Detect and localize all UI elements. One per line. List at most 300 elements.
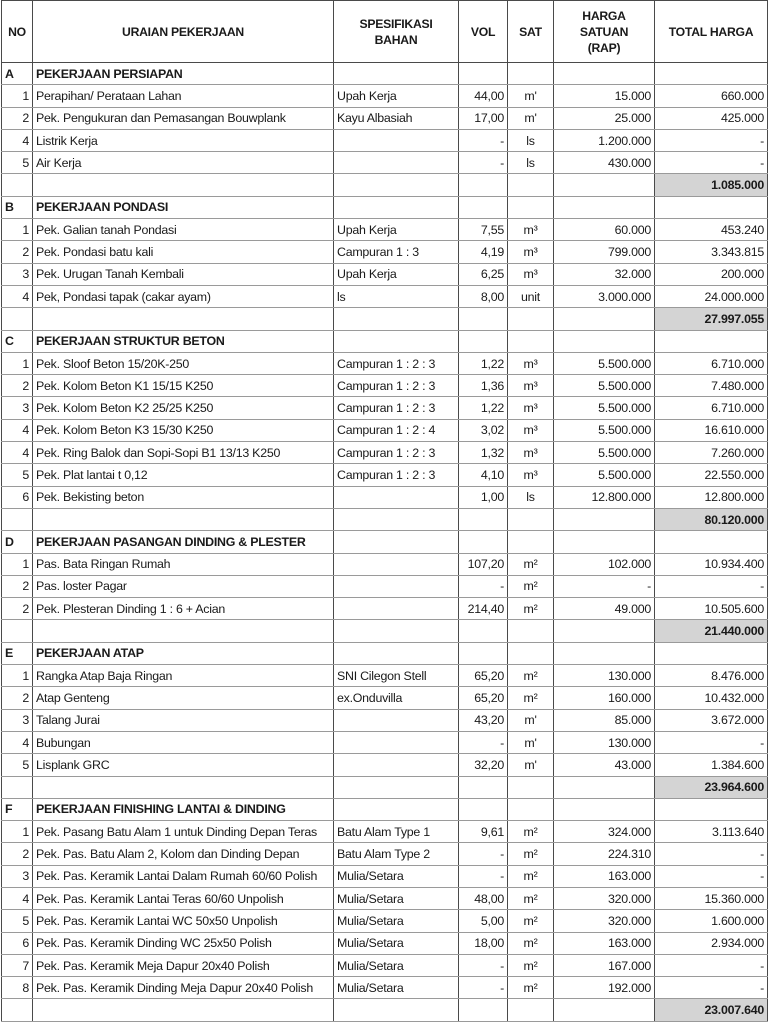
item-description: Pas. Bata Ringan Rumah	[33, 553, 334, 575]
item-volume: -	[459, 731, 508, 753]
item-total: 3.113.640	[655, 821, 768, 843]
item-description: Rangka Atap Baja Ringan	[33, 665, 334, 687]
empty-cell	[508, 999, 554, 1021]
item-unit: m³	[508, 397, 554, 419]
empty-cell	[2, 308, 33, 330]
item-total: 10.934.400	[655, 553, 768, 575]
header-unit-price-line2: (RAP)	[587, 40, 621, 55]
table-row	[2, 754, 768, 776]
header-volume: VOL	[459, 1, 508, 63]
item-description: Pek. Galian tanah Pondasi	[33, 219, 334, 241]
empty-cell	[554, 196, 655, 218]
empty-cell	[554, 620, 655, 642]
item-volume: -	[459, 865, 508, 887]
table-row	[2, 152, 768, 174]
table-row	[2, 464, 768, 486]
item-volume: 44,00	[459, 85, 508, 107]
item-unit: m²	[508, 954, 554, 976]
item-no: 6	[2, 932, 33, 954]
item-unit-price: 163.000	[554, 932, 655, 954]
item-total: 10.505.600	[655, 598, 768, 620]
item-specification: ex.Onduvilla	[334, 687, 459, 709]
table-row	[2, 843, 768, 865]
header-unit-price-line1: HARGA SATUAN	[579, 8, 629, 39]
item-unit: m³	[508, 419, 554, 441]
item-total: -	[655, 731, 768, 753]
empty-cell	[459, 63, 508, 85]
section-header-row	[2, 330, 768, 352]
table-row	[2, 709, 768, 731]
item-no: 1	[2, 821, 33, 843]
table-row	[2, 85, 768, 107]
item-volume: 1,22	[459, 397, 508, 419]
table-row	[2, 397, 768, 419]
item-specification: Mulia/Setara	[334, 932, 459, 954]
section-header-row	[2, 63, 768, 85]
item-unit: m²	[508, 575, 554, 597]
empty-cell	[508, 531, 554, 553]
item-description: Perapihan/ Perataan Lahan	[33, 85, 334, 107]
item-specification	[334, 553, 459, 575]
item-unit: ls	[508, 129, 554, 151]
empty-cell	[33, 174, 334, 196]
table-row	[2, 486, 768, 508]
item-description: Atap Genteng	[33, 687, 334, 709]
section-header-row	[2, 642, 768, 664]
item-unit: m'	[508, 709, 554, 731]
item-volume: 8,00	[459, 285, 508, 307]
item-description: Pek. Pas. Keramik Dinding WC 25x50 Polish	[33, 932, 334, 954]
empty-cell	[508, 63, 554, 85]
empty-cell	[655, 798, 768, 820]
table-row	[2, 575, 768, 597]
item-unit: ls	[508, 152, 554, 174]
item-unit-price: 799.000	[554, 241, 655, 263]
item-no: 1	[2, 85, 33, 107]
empty-cell	[655, 63, 768, 85]
item-specification: Upah Kerja	[334, 263, 459, 285]
item-no: 5	[2, 152, 33, 174]
item-specification	[334, 598, 459, 620]
item-unit-price: 85.000	[554, 709, 655, 731]
item-volume: 43,20	[459, 709, 508, 731]
section-subtotal: 21.440.000	[655, 620, 768, 642]
section-title: PEKERJAAN PONDASI	[33, 196, 334, 218]
table-row	[2, 352, 768, 374]
item-no: 3	[2, 865, 33, 887]
empty-cell	[554, 642, 655, 664]
empty-cell	[655, 330, 768, 352]
item-no: 4	[2, 442, 33, 464]
item-volume: 4,10	[459, 464, 508, 486]
item-unit: m'	[508, 731, 554, 753]
item-specification	[334, 731, 459, 753]
item-unit-price: 5.500.000	[554, 352, 655, 374]
item-volume: 48,00	[459, 887, 508, 909]
item-description: Pek. Pas. Keramik Lantai Teras 60/60 Unpolish	[33, 887, 334, 909]
header-description: URAIAN PEKERJAAN	[33, 1, 334, 63]
item-total: 425.000	[655, 107, 768, 129]
empty-cell	[554, 330, 655, 352]
section-subtotal: 23.007.640	[655, 999, 768, 1021]
item-no: 3	[2, 263, 33, 285]
subtotal-row	[2, 776, 768, 798]
empty-cell	[508, 308, 554, 330]
empty-cell	[334, 776, 459, 798]
item-volume: 9,61	[459, 821, 508, 843]
empty-cell	[655, 531, 768, 553]
empty-cell	[334, 196, 459, 218]
item-volume: 1,36	[459, 375, 508, 397]
empty-cell	[554, 308, 655, 330]
item-description: Pek. Pas. Keramik Meja Dapur 20x40 Polish	[33, 954, 334, 976]
item-description: Pek. Urugan Tanah Kembali	[33, 263, 334, 285]
item-unit-price: 130.000	[554, 731, 655, 753]
item-volume: 7,55	[459, 219, 508, 241]
item-total: -	[655, 575, 768, 597]
empty-cell	[2, 508, 33, 530]
empty-cell	[508, 776, 554, 798]
item-specification: ls	[334, 285, 459, 307]
item-total: 3.343.815	[655, 241, 768, 263]
section-header-row	[2, 196, 768, 218]
table-row	[2, 687, 768, 709]
section-header-row	[2, 798, 768, 820]
item-unit: m²	[508, 598, 554, 620]
subtotal-row	[2, 999, 768, 1021]
item-unit: m'	[508, 754, 554, 776]
item-description: Pek. Pasang Batu Alam 1 untuk Dinding Depan Teras	[33, 821, 334, 843]
cost-table	[1, 0, 768, 1022]
item-volume: 65,20	[459, 665, 508, 687]
item-total: -	[655, 843, 768, 865]
empty-cell	[459, 174, 508, 196]
item-total: -	[655, 129, 768, 151]
item-unit: m'	[508, 85, 554, 107]
item-total: 3.672.000	[655, 709, 768, 731]
item-specification: Upah Kerja	[334, 219, 459, 241]
empty-cell	[334, 63, 459, 85]
item-unit: m²	[508, 932, 554, 954]
item-no: 4	[2, 887, 33, 909]
item-volume: 4,19	[459, 241, 508, 263]
empty-cell	[459, 642, 508, 664]
item-unit-price: 5.500.000	[554, 442, 655, 464]
item-specification: Mulia/Setara	[334, 910, 459, 932]
item-total: 200.000	[655, 263, 768, 285]
empty-cell	[33, 508, 334, 530]
item-volume: 107,20	[459, 553, 508, 575]
item-no: 4	[2, 419, 33, 441]
item-description: Pek. Ring Balok dan Sopi-Sopi B1 13/13 K250	[33, 442, 334, 464]
empty-cell	[508, 174, 554, 196]
empty-cell	[459, 196, 508, 218]
item-description: Lisplank GRC	[33, 754, 334, 776]
item-unit: m²	[508, 687, 554, 709]
item-description: Pek. Kolom Beton K2 25/25 K250	[33, 397, 334, 419]
item-unit: ls	[508, 486, 554, 508]
subtotal-row	[2, 508, 768, 530]
item-specification: Campuran 1 : 2 : 3	[334, 464, 459, 486]
item-total: 10.432.000	[655, 687, 768, 709]
item-volume: -	[459, 954, 508, 976]
item-no: 2	[2, 598, 33, 620]
item-volume: 6,25	[459, 263, 508, 285]
section-subtotal: 27.997.055	[655, 308, 768, 330]
item-description: Pek. Plat lantai t 0,12	[33, 464, 334, 486]
section-title: PEKERJAAN PASANGAN DINDING & PLESTER	[33, 531, 334, 553]
empty-cell	[459, 999, 508, 1021]
item-unit: unit	[508, 285, 554, 307]
section-subtotal: 23.964.600	[655, 776, 768, 798]
table-row	[2, 598, 768, 620]
item-no: 3	[2, 709, 33, 731]
item-description: Pek. Pas. Keramik Lantai Dalam Rumah 60/60 Polish	[33, 865, 334, 887]
empty-cell	[2, 999, 33, 1021]
item-unit: m²	[508, 910, 554, 932]
empty-cell	[554, 776, 655, 798]
empty-cell	[459, 620, 508, 642]
item-unit: m²	[508, 665, 554, 687]
item-unit-price: 12.800.000	[554, 486, 655, 508]
empty-cell	[554, 798, 655, 820]
item-specification	[334, 152, 459, 174]
empty-cell	[2, 620, 33, 642]
header-specification: SPESIFIKASI BAHAN	[334, 1, 459, 63]
item-description: Pek. Pas. Keramik Lantai WC 50x50 Unpolish	[33, 910, 334, 932]
empty-cell	[554, 63, 655, 85]
empty-cell	[334, 642, 459, 664]
empty-cell	[554, 174, 655, 196]
section-title: PEKERJAAN PERSIAPAN	[33, 63, 334, 85]
item-volume: -	[459, 152, 508, 174]
item-specification	[334, 486, 459, 508]
item-specification	[334, 129, 459, 151]
item-description: Pek. Pas. Keramik Dinding Meja Dapur 20x40 Polish	[33, 977, 334, 999]
item-unit-price: 160.000	[554, 687, 655, 709]
item-total: 8.476.000	[655, 665, 768, 687]
empty-cell	[554, 508, 655, 530]
item-no: 2	[2, 575, 33, 597]
item-unit-price: 15.000	[554, 85, 655, 107]
item-specification: Campuran 1 : 2 : 3	[334, 397, 459, 419]
empty-cell	[459, 531, 508, 553]
item-description: Pek. Kolom Beton K1 15/15 K250	[33, 375, 334, 397]
item-unit: m³	[508, 219, 554, 241]
item-total: -	[655, 954, 768, 976]
table-row	[2, 932, 768, 954]
empty-cell	[459, 330, 508, 352]
item-no: 5	[2, 464, 33, 486]
section-title: PEKERJAAN FINISHING LANTAI & DINDING	[33, 798, 334, 820]
empty-cell	[459, 508, 508, 530]
item-no: 1	[2, 665, 33, 687]
item-unit-price: 5.500.000	[554, 419, 655, 441]
item-volume: 65,20	[459, 687, 508, 709]
item-specification: Kayu Albasiah	[334, 107, 459, 129]
section-code: A	[2, 63, 33, 85]
item-no: 2	[2, 375, 33, 397]
empty-cell	[459, 776, 508, 798]
table-row	[2, 375, 768, 397]
item-specification: Upah Kerja	[334, 85, 459, 107]
header-unit-price	[554, 1, 655, 63]
item-unit-price: 167.000	[554, 954, 655, 976]
item-description: Pek. Plesteran Dinding 1 : 6 + Acian	[33, 598, 334, 620]
item-specification	[334, 575, 459, 597]
item-unit: m³	[508, 263, 554, 285]
item-specification: Campuran 1 : 2 : 3	[334, 375, 459, 397]
header-row	[2, 1, 768, 63]
item-description: Pek, Pondasi tapak (cakar ayam)	[33, 285, 334, 307]
item-volume: 5,00	[459, 910, 508, 932]
item-no: 4	[2, 731, 33, 753]
table-row	[2, 977, 768, 999]
item-no: 4	[2, 129, 33, 151]
section-code: B	[2, 196, 33, 218]
item-unit-price: 49.000	[554, 598, 655, 620]
item-total: 2.934.000	[655, 932, 768, 954]
empty-cell	[508, 508, 554, 530]
section-code: D	[2, 531, 33, 553]
item-description: Pek. Pas. Batu Alam 2, Kolom dan Dinding Depan	[33, 843, 334, 865]
item-specification: Campuran 1 : 3	[334, 241, 459, 263]
subtotal-row	[2, 174, 768, 196]
item-unit-price: -	[554, 575, 655, 597]
item-no: 2	[2, 107, 33, 129]
item-unit-price: 430.000	[554, 152, 655, 174]
item-total: 7.260.000	[655, 442, 768, 464]
item-description: Pek. Bekisting beton	[33, 486, 334, 508]
item-unit: m²	[508, 553, 554, 575]
item-specification: Mulia/Setara	[334, 954, 459, 976]
item-total: 22.550.000	[655, 464, 768, 486]
item-description: Pas. loster Pagar	[33, 575, 334, 597]
empty-cell	[334, 308, 459, 330]
item-volume: 17,00	[459, 107, 508, 129]
item-unit-price: 192.000	[554, 977, 655, 999]
item-unit: m³	[508, 352, 554, 374]
item-total: 12.800.000	[655, 486, 768, 508]
item-specification: Campuran 1 : 2 : 3	[334, 442, 459, 464]
item-unit: m²	[508, 843, 554, 865]
section-header-row	[2, 531, 768, 553]
header-no: NO	[2, 1, 33, 63]
item-unit: m²	[508, 887, 554, 909]
item-specification: Campuran 1 : 2 : 4	[334, 419, 459, 441]
item-description: Bubungan	[33, 731, 334, 753]
item-no: 2	[2, 843, 33, 865]
table-row	[2, 419, 768, 441]
item-total: -	[655, 152, 768, 174]
empty-cell	[459, 798, 508, 820]
subtotal-row	[2, 620, 768, 642]
item-unit-price: 320.000	[554, 887, 655, 909]
item-unit-price: 25.000	[554, 107, 655, 129]
table-row	[2, 910, 768, 932]
empty-cell	[334, 508, 459, 530]
item-no: 7	[2, 954, 33, 976]
item-description: Talang Jurai	[33, 709, 334, 731]
header-unit: SAT	[508, 1, 554, 63]
item-volume: 3,02	[459, 419, 508, 441]
item-no: 1	[2, 553, 33, 575]
item-volume: -	[459, 575, 508, 597]
header-total: TOTAL HARGA	[655, 1, 768, 63]
item-unit: m'	[508, 107, 554, 129]
section-code: E	[2, 642, 33, 664]
empty-cell	[554, 531, 655, 553]
empty-cell	[334, 174, 459, 196]
item-total: 15.360.000	[655, 887, 768, 909]
empty-cell	[2, 174, 33, 196]
item-unit-price: 320.000	[554, 910, 655, 932]
subtotal-row	[2, 308, 768, 330]
item-specification: Batu Alam Type 1	[334, 821, 459, 843]
item-unit-price: 130.000	[554, 665, 655, 687]
empty-cell	[508, 798, 554, 820]
section-code: C	[2, 330, 33, 352]
item-description: Pek. Pengukuran dan Pemasangan Bouwplank	[33, 107, 334, 129]
item-volume: -	[459, 977, 508, 999]
item-no: 6	[2, 486, 33, 508]
item-unit-price: 324.000	[554, 821, 655, 843]
item-volume: 1,22	[459, 352, 508, 374]
item-unit-price: 60.000	[554, 219, 655, 241]
table-row	[2, 442, 768, 464]
item-description: Pek. Sloof Beton 15/20K-250	[33, 352, 334, 374]
empty-cell	[508, 642, 554, 664]
item-unit: m²	[508, 821, 554, 843]
item-unit: m³	[508, 241, 554, 263]
table-row	[2, 865, 768, 887]
item-unit-price: 43.000	[554, 754, 655, 776]
table-row	[2, 285, 768, 307]
item-unit: m³	[508, 464, 554, 486]
empty-cell	[33, 776, 334, 798]
item-unit-price: 5.500.000	[554, 397, 655, 419]
empty-cell	[508, 620, 554, 642]
table-row	[2, 954, 768, 976]
item-specification	[334, 754, 459, 776]
item-specification: Campuran 1 : 2 : 3	[334, 352, 459, 374]
table-row	[2, 129, 768, 151]
item-no: 1	[2, 352, 33, 374]
item-total: 6.710.000	[655, 352, 768, 374]
item-total: 660.000	[655, 85, 768, 107]
item-unit: m²	[508, 977, 554, 999]
item-unit-price: 163.000	[554, 865, 655, 887]
item-unit: m³	[508, 375, 554, 397]
empty-cell	[2, 776, 33, 798]
table-row	[2, 665, 768, 687]
item-total: 1.600.000	[655, 910, 768, 932]
item-no: 1	[2, 219, 33, 241]
item-specification: SNI Cilegon Stell	[334, 665, 459, 687]
item-total: -	[655, 977, 768, 999]
table-body	[2, 63, 768, 1022]
item-unit: m³	[508, 442, 554, 464]
empty-cell	[554, 999, 655, 1021]
item-no: 5	[2, 910, 33, 932]
empty-cell	[334, 798, 459, 820]
item-specification	[334, 709, 459, 731]
empty-cell	[334, 999, 459, 1021]
table-row	[2, 887, 768, 909]
item-total: 1.384.600	[655, 754, 768, 776]
item-total: 453.240	[655, 219, 768, 241]
section-subtotal: 1.085.000	[655, 174, 768, 196]
